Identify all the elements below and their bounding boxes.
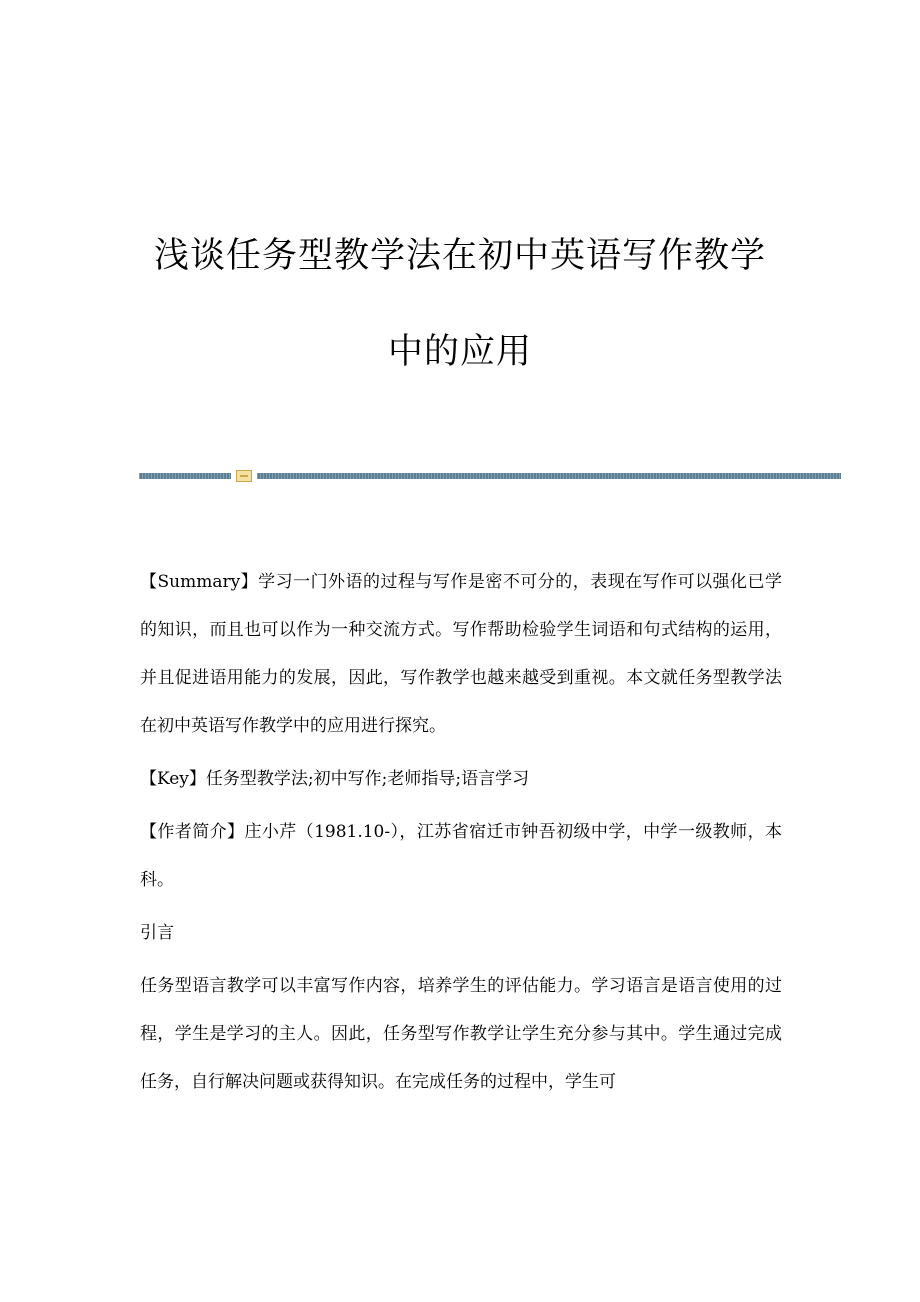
intro-paragraph: 任务型语言教学可以丰富写作内容，培养学生的评估能力。学习语言是语言使用的过程，学生是学习的主人。因此，任务型写作教学让学生充分参与其中。学生通过完成任务，自行解决问题或获得知识。在完成任务的过程中，学生可 [140, 976, 782, 1092]
keywords-paragraph: 【Key】任务型教学法;初中写作;老师指导;语言学习 [140, 769, 530, 789]
section-heading: 引言 [140, 923, 174, 943]
title-divider [139, 470, 841, 482]
divider-bar-right [257, 473, 841, 479]
title-line-1: 浅谈任务型教学法在初中英语写作教学 [153, 236, 766, 276]
author-paragraph: 【作者简介】庄小芹（1981.10-），江苏省宿迁市钟吾初级中学，中学一级教师，本科。 [140, 822, 782, 890]
divider-emblem-icon [236, 470, 252, 482]
divider-bar-left [139, 473, 231, 479]
document-title [0, 208, 920, 400]
summary-paragraph: 【Summary】学习一门外语的过程与写作是密不可分的，表现在写作可以强化已学的知识，而且也可以作为一种交流方式。写作帮助检验学生词语和句式结构的运用，并且促进语用能力的发展，因此，写作教学也越来越受到重视。本文就任务型教学法在初中英语写作教学中的应用进行探究。 [140, 572, 782, 736]
document-body [140, 558, 782, 1111]
title-line-2: 中的应用 [387, 332, 532, 372]
